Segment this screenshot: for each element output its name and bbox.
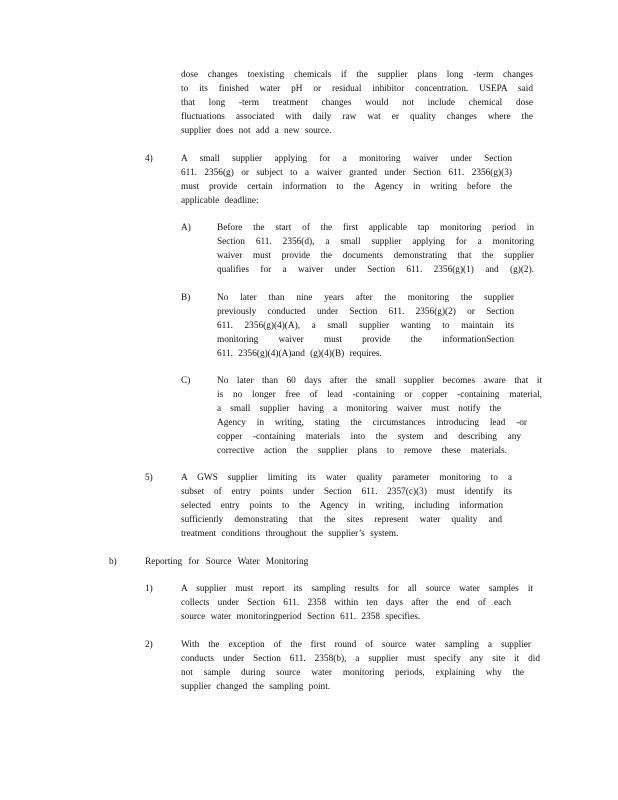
intro-line: dose changes toexisting chemicals if the supplier plans long -term changes: [181, 70, 533, 80]
section-b-heading: Reporting for Source Water Monitoring: [145, 557, 309, 567]
item-4b-line: monitoring waiver must provide the informationSection: [217, 334, 514, 345]
item-4-line: A small supplier applying for a monitoring waiver under Section: [181, 154, 512, 164]
item-4-line: must provide certain information to the Agency in writing before the: [181, 181, 512, 192]
item-4c-line: Agency in writing, stating the circumstances introducing lead -or: [217, 417, 527, 428]
intro-line: that long -term treatment changes would not include chemical dose: [181, 97, 533, 108]
intro-line: supplier does not add a new source.: [181, 125, 332, 136]
item-5-line: selected entry points to the Agency in writing, including information: [181, 500, 503, 511]
item-4b-line: 611. 2356(g)(4)(A)and (g)(4)(B) requires.: [217, 348, 382, 359]
section-b-item-2-line: supplier changed the sampling point.: [181, 681, 331, 692]
item-4-line: applicable deadline:: [181, 195, 259, 206]
item-4b-paragraph: [217, 292, 514, 362]
section-b-item-2-line: With the exception of the first round of source water sampling a supplier: [181, 640, 531, 650]
item-4b-line: previously conducted under Section 611. 2356(g)(2) or Section: [217, 306, 514, 317]
item-4-line: 611. 2356(g) or subject to a waiver granted under Section 611. 2356(g)(3): [181, 167, 512, 178]
item-4c-line: is no longer free of lead -containing or copper -containing material,: [217, 389, 542, 400]
item-4c-line: No later than 60 days after the small supplier becomes aware that it: [217, 376, 542, 386]
item-4a-line: waiver must provide the documents demonstrating that the supplier: [217, 250, 534, 261]
item-4b-label: B): [181, 293, 191, 303]
item-5-line: sufficiently demonstrating that the sites represent water quality and: [181, 514, 502, 525]
item-4c-line: a small supplier having a monitoring waiver must notify the: [217, 403, 501, 414]
item-4c-label: C): [181, 376, 191, 386]
item-4a-line: Before the start of the first applicable tap monitoring period in: [217, 223, 534, 233]
item-4-paragraph: [181, 153, 512, 209]
item-4a-line: Section 611. 2356(d), a small supplier applying for a monitoring: [217, 236, 534, 247]
item-5-line: A GWS supplier limiting its water quality parameter monitoring to a: [181, 473, 512, 483]
section-b-item-2-paragraph: [181, 639, 540, 695]
section-b-item-1-line: A supplier must report its sampling results for all source water samples it: [181, 584, 533, 594]
intro-line: fluctuations associated with daily raw wat er quality changes where the: [181, 111, 533, 122]
item-5-line: treatment conditions throughout the supplier’s system.: [181, 528, 399, 539]
section-b-item-1-line: source water monitoringperiod Section 611. 2358 specifies.: [181, 611, 421, 622]
section-b-item-1-line: collects under Section 611. 2358 within ten days after the end of each: [181, 597, 511, 608]
item-4a-line: qualifies for a waiver under Section 611. 2356(g)(1) and (g)(2).: [217, 264, 534, 275]
intro-paragraph: [181, 69, 533, 139]
item-4c-line: corrective action the supplier plans to remove these materials.: [217, 445, 507, 456]
item-4a-label: A): [181, 223, 191, 233]
section-b-item-1-label: 1): [145, 584, 153, 594]
item-5-label: 5): [145, 473, 153, 483]
item-4-label: 4): [145, 154, 153, 164]
item-5-line: subset of entry points under Section 611. 2357(c)(3) must identify its: [181, 486, 512, 497]
item-4c-paragraph: [217, 375, 542, 458]
item-5-paragraph: [181, 472, 512, 542]
item-4a-paragraph: [217, 222, 534, 278]
section-b-item-2-line: conducts under Section 611. 2358(b), a supplier must specify any site it did: [181, 653, 540, 664]
section-b-item-1-paragraph: [181, 583, 533, 625]
item-4b-line: 611. 2356(g)(4)(A), a small supplier wanting to maintain its: [217, 320, 514, 331]
item-4b-line: No later than nine years after the monitoring the supplier: [217, 293, 514, 303]
section-b-label: b): [109, 557, 117, 567]
item-4c-line: copper -containing materials into the system and describing any: [217, 431, 521, 442]
intro-line: to its finished water pH or residual inhibitor concentration. USEPA said: [181, 83, 533, 94]
section-b-item-2-label: 2): [145, 640, 153, 650]
section-b-item-2-line: not sample during source water monitoring periods, explaining why the: [181, 667, 524, 678]
